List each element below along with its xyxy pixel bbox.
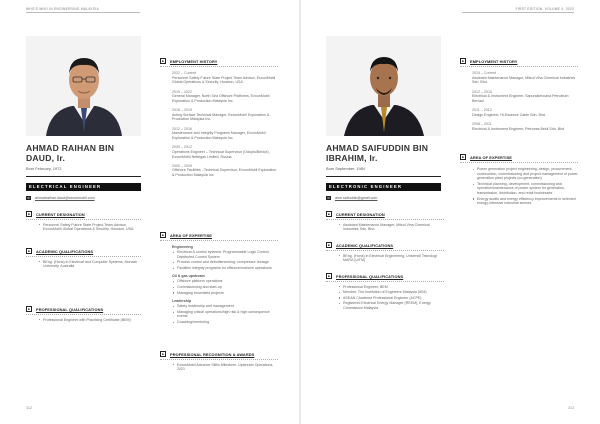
section-marker-icon: ■ — [26, 211, 32, 217]
section-marker-icon: ■ — [160, 351, 166, 357]
section-heading: PROFESSIONAL QUALIFICATIONS — [336, 273, 404, 279]
expertise-section-left — [160, 232, 278, 326]
section-marker-icon: ■ — [460, 154, 466, 160]
expertise-group-title: Engineering — [172, 245, 193, 249]
recognition-section-left — [160, 351, 278, 373]
list-item: Member, The Institution of Engineers Malaysia (IEM) — [338, 290, 444, 295]
dotted-divider — [326, 219, 444, 220]
employment-role: Operations Engineer – Technical Supervisor (Odoptu/Berkut), ExxonMobil Neftegas Limited, Russia — [172, 149, 270, 159]
section-heading: ACADEMIC QUALIFICATIONS — [36, 248, 94, 254]
list-item: Offshore platform operations — [172, 279, 278, 284]
employment-years: 2012 – 2016 — [172, 126, 192, 131]
academic-section-left — [26, 248, 141, 270]
person-name-right — [326, 143, 428, 163]
person-name-left — [26, 143, 114, 163]
employment-years: 2000 – 2009 — [172, 163, 192, 168]
list-item: Power generation project engineering, design, procurement, construction, commissioning and project management of power generation plant projects (co-generation) — [472, 167, 578, 181]
page-number-left: 312 — [26, 406, 32, 410]
name-line-2: IBRAHIM, Ir. — [326, 153, 378, 164]
employment-section-right — [460, 58, 578, 131]
dotted-divider — [326, 281, 444, 282]
expertise-section-right — [460, 154, 578, 207]
section-marker-icon: ■ — [326, 211, 332, 217]
section-marker-icon: ■ — [326, 273, 332, 279]
employment-years: 2009 – 2012 — [172, 145, 192, 150]
email-row-left — [26, 196, 95, 200]
portrait-photo-left — [26, 36, 141, 136]
list-item: Facilities integrity programs for offshore/onshore operations — [172, 266, 278, 271]
section-marker-icon: ■ — [26, 306, 32, 312]
section-marker-icon: ■ — [326, 242, 332, 248]
dotted-divider — [160, 359, 278, 360]
list-item: Energy audits and energy efficiency improvements in selected energy-intensive industrial sectors — [472, 197, 578, 206]
section-marker-icon: ■ — [160, 58, 166, 64]
employment-years: 2012 – 2015 — [472, 89, 492, 94]
portrait-photo-right — [326, 36, 441, 136]
dotted-divider — [26, 219, 141, 220]
divider-right — [326, 176, 441, 177]
employment-role: Electrical & Instrument Engineer, Petronas Bekli Sdn. Bhd. — [472, 126, 566, 131]
employment-years: 2015 – Current — [472, 71, 496, 75]
section-marker-icon: ■ — [160, 232, 166, 238]
professional-section-right — [326, 273, 444, 311]
section-heading: EMPLOYMENT HISTORY — [170, 58, 218, 64]
email-row-right — [326, 196, 377, 200]
list-item: Coaching/mentoring — [172, 320, 278, 325]
list-item: ASEAN Chartered Professional Engineer (ACPE) — [338, 296, 444, 301]
section-heading: EMPLOYMENT HISTORY — [470, 58, 518, 64]
employment-role: Personnel Safety Future State Project Team Advisor, ExxonMobil Global Operations & Security, Houston, USA — [172, 75, 276, 85]
employment-years: 2008 – 2011 — [472, 122, 492, 127]
dotted-divider — [26, 256, 141, 257]
employment-role: Offshore Facilities - Technical Supervisor, ExxonMobil Exploration & Production Malaysia Inc. — [172, 168, 277, 178]
running-header-right: FIRST EDITION, VOLUME 4, 2023 — [515, 7, 574, 11]
current-designation-section-left — [26, 211, 141, 233]
name-line-1: AHMAD SAIFUDDIN BIN — [326, 143, 429, 153]
employment-role: General Manager, North Sea Offshore Platforms, ExxonMobil Exploration & Production Malaysia Inc. — [172, 94, 270, 103]
employment-years: 2019 – 2022 — [172, 89, 192, 94]
email-icon: ✉ — [27, 196, 30, 200]
list-item: Managing brownfield projects — [172, 291, 278, 296]
dotted-divider — [460, 66, 578, 67]
dotted-divider — [26, 314, 141, 315]
employment-role: Design Engineer, Hi-Essence Cable Sdn. Bhd. — [472, 112, 546, 117]
employment-years: 2022 – Current — [172, 71, 196, 75]
list-item: Process control and debottlenecking: compressor restage — [172, 260, 278, 265]
section-heading: CURRENT DESIGNATION — [36, 211, 85, 217]
professional-section-left — [26, 306, 141, 323]
employment-role: Maintenance and Integrity Programs Manager, ExxonMobil Exploration & Production Malaysia Inc. — [172, 131, 266, 140]
academic-section-right — [326, 242, 444, 264]
job-title-bar-left: ELECTRICAL ENGINEER — [26, 183, 141, 191]
expertise-group-title: Oil & gas upstream — [172, 274, 205, 279]
list-item: Assistant Maintenance Manager, Mitsui Vina Chemical Industries Sdn. Bhd. — [338, 223, 444, 232]
email-icon: ✉ — [327, 196, 330, 200]
job-title-bar-right: ELECTRONIC ENGINEER — [326, 183, 441, 191]
employment-years: 2011 – 2012 — [472, 108, 492, 113]
list-item: BEng. (Hons) in Electrical Engineering, Universiti Teknologi MARA (UiTM) — [338, 254, 444, 263]
list-item: Managing critical operations/high risk & high consequence events — [172, 310, 278, 319]
section-marker-icon: ■ — [460, 58, 466, 64]
expertise-group-title: Leadership — [172, 299, 192, 304]
right-page — [300, 0, 600, 424]
list-item: Professional Engineer, BEM — [338, 285, 444, 290]
list-item: Professional Engineer with Practicing Certificate (BEM) — [38, 318, 141, 323]
list-item: Personnel Safety Future State Project Team Advisor, ExxonMobil Global Operations & Security, Houston, USA — [38, 223, 141, 232]
employment-years: 2016 – 2019 — [172, 108, 192, 113]
employment-role: Assistant Maintenance Manager, Mitsui Vina Chemical Industries Sdn. Bhd. — [472, 75, 576, 85]
employment-section-left — [160, 58, 278, 178]
dotted-divider — [160, 240, 278, 241]
section-marker-icon: ■ — [26, 248, 32, 254]
current-designation-section-right — [326, 211, 444, 233]
email-link-left[interactable]: ahmadraihan.daud@exxonmobil.com — [35, 196, 95, 200]
dotted-divider — [160, 66, 278, 67]
section-heading: PROFESSIONAL QUALIFICATIONS — [36, 306, 104, 312]
employment-role: Electrical & Instrument Engineer, Sapuraklencana Petroleum Berhad — [472, 94, 569, 103]
email-link-right[interactable]: ahm.saifuddin@gmail.com — [335, 196, 378, 200]
birth-date-right: Born September, 1984 — [326, 166, 365, 171]
section-heading: PROFESSIONAL RECOGNITION & AWARDS — [170, 351, 255, 357]
list-item: Registered Electrical Energy Manager (REEM), Energy Commission Malaysia — [338, 301, 444, 310]
running-header-left: WHO'S WHO IN ENGINEERING MALAYSIA — [26, 7, 99, 11]
list-item: Commissioning and start-up — [172, 285, 278, 290]
list-item: Safety leadership and management — [172, 304, 278, 309]
list-item: Electrical & control systems: Programmable Logic Control, Distributed Control System — [172, 250, 278, 259]
section-heading: ACADEMIC QUALIFICATIONS — [336, 242, 394, 248]
header-rule-left — [26, 12, 140, 13]
birth-date-left: Born February, 1972 — [26, 166, 62, 171]
list-item: Technical planning, development, commissioning and operation/maintenance of power system for generation, transmission, distribution, and retail businesses — [472, 182, 578, 196]
header-rule-right — [462, 12, 574, 13]
section-heading: CURRENT DESIGNATION — [336, 211, 385, 217]
page-number-right: 313 — [568, 406, 574, 410]
list-item: ExxonMobil Advance Skills Milestone, Upstream Operations, 2021 — [172, 363, 278, 372]
divider-left — [26, 176, 141, 177]
employment-role: Acting Surface Technical Manager, ExxonMobil Exploration & Production Malaysia Inc. — [172, 112, 270, 122]
dotted-divider — [460, 162, 578, 163]
section-heading: AREA OF EXPERTISE — [470, 154, 512, 160]
dotted-divider — [326, 250, 444, 251]
name-line-2: DAUD, Ir. — [26, 153, 66, 164]
list-item: BEng. (Hons) in Electrical and Computer Systems, Monash University, Australia — [38, 260, 141, 269]
section-heading: AREA OF EXPERTISE — [170, 232, 212, 238]
name-line-1: AHMAD RAIHAN BIN — [26, 143, 115, 153]
